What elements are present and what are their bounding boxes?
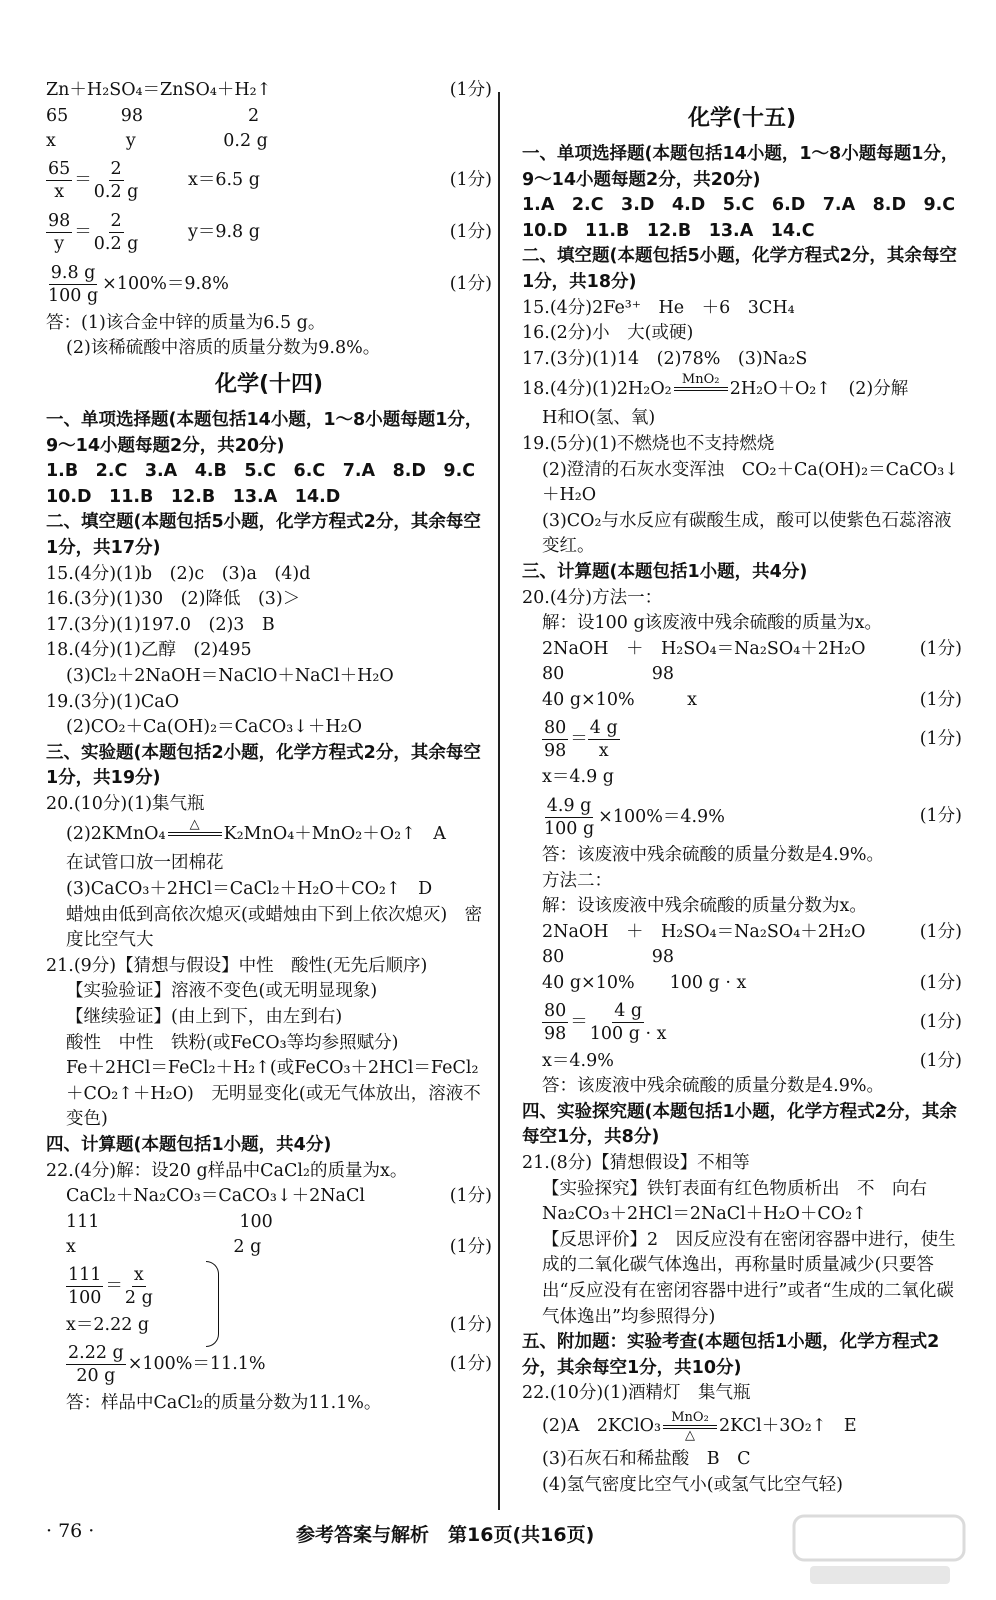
fraction: $\frac{4.9 g}{100 g}$ [544, 795, 595, 839]
answer-line: 22.(10分)(1)酒精灯 集气瓶 [522, 1383, 751, 1404]
mass-line: 80 98 [542, 947, 675, 968]
answer-line: (3)CO₂与水反应有碳酸生成，酸可以使紫色石蕊溶液变红。 [542, 510, 952, 557]
fraction: $\frac{111}{100}$ [68, 1265, 102, 1309]
section-heading: 一、单项选择题(本题包括14小题，1～8小题每题1分，9～14小题每题2分，共20分) [522, 144, 959, 190]
answer-line: 酸性 中性 铁粉(或FeCO₃等均参照赋分) [66, 1032, 399, 1053]
answer-line: 答：(1)该合金中锌的质量为6.5 g。 [46, 312, 326, 333]
left-column [46, 78, 492, 1416]
footer-text: 参考答案与解析 第16页(共16页) [296, 1524, 595, 1546]
answer-line: 15.(4分)(1)b (2)c (3)a (4)d [46, 563, 311, 584]
fraction-line-1: $\frac{65}{x}$ ＝ $\frac{2}{0.2 g}$ x＝6.5 g (1分) [48, 159, 492, 203]
fraction: $\frac{2}{0.2 g}$ [93, 211, 139, 255]
answers-row: 10.D 11.B 12.B 13.A 14.D [46, 486, 341, 507]
answer-line: 【继续验证】(由上到下，由左到右) [66, 1007, 343, 1028]
answer-line: 【实验验证】溶液不变色(或无明显现象) [66, 981, 378, 1002]
answer-line: 22.(4分)解：设20 g样品中CaCl₂的质量为x。 [46, 1160, 408, 1181]
answer-line: x＝4.9% (1分) [542, 1050, 962, 1071]
equation-line: Zn＋H₂SO₄＝ZnSO₄＋H₂↑ (1分) [46, 80, 492, 100]
equation-line: CaCl₂＋Na₂CO₃＝CaCO₃↓＋2NaCl (1分) [66, 1186, 492, 1207]
fraction: $\frac{65}{x}$ [48, 159, 71, 203]
fraction: $\frac{2.22 g}{20 g}$ [68, 1343, 124, 1387]
answer-line: 解：设100 g该废液中残余硫酸的质量为x。 [542, 613, 883, 634]
reaction-condition: △ [168, 818, 222, 850]
answer-line: 15.(4分)2Fe³⁺ He ＋6 3CH₄ [522, 297, 795, 318]
answer-line: 【实验探究】铁钉表面有红色物质析出 不 向右 Na₂CO₃＋2HCl＝2NaCl＋H₂O＋CO₂↑ [542, 1178, 945, 1225]
fraction-line-4: $\frac{111}{100}$ ＝ $\frac{x}{2 g}$ [68, 1265, 153, 1309]
answer-line: 答：该废液中残余硫酸的质量分数是4.9%。 [542, 1076, 884, 1097]
mass-line: 65 98 2 [46, 105, 260, 126]
equation-line: (2)A 2KClO₃ MnO₂ △ 2KCl＋3O₂↑ E [542, 1409, 857, 1443]
answer-line: 20.(10分)(1)集气瓶 [46, 793, 205, 814]
answer-line: (3)CaCO₃＋2HCl＝CaCl₂＋H₂O＋CO₂↑ D [66, 879, 433, 900]
answer-line: 17.(3分)(1)14 (2)78% (3)Na₂S [522, 348, 808, 369]
var-line: 40 g×10% 100 g · x (1分) [542, 973, 962, 994]
fraction: $\frac{2}{0.2 g}$ [93, 159, 139, 203]
section-heading: 四、计算题(本题包括1小题，共4分) [46, 1135, 332, 1155]
answer-line: 16.(3分)(1)30 (2)降低 (3)＞ [46, 589, 301, 610]
section-heading: 五、附加题：实验考查(本题包括1小题，化学方程式2分，其余每空1分，共10分) [522, 1332, 940, 1378]
answer-line: 18.(4分)(1)乙醇 (2)495 [46, 640, 252, 661]
answer-line: 21.(9分)【猜想与假设】中性 酸性(无先后顺序) [46, 955, 428, 976]
answer-line: 19.(3分)(1)CaO [46, 691, 180, 712]
var-line: x 2 g (1分) [66, 1237, 492, 1258]
answer-line: 解：设该废液中残余硫酸的质量分数为x。 [542, 896, 867, 917]
answers-row: 1.A 2.C 3.D 4.D 5.C 6.D 7.A 8.D 9.C [522, 195, 956, 216]
mass-line: 111 100 [66, 1211, 273, 1232]
watermark-logo [790, 1510, 970, 1590]
answer-line: 19.(5分)(1)不燃烧也不支持燃烧 [522, 433, 775, 454]
section-heading: 一、单项选择题(本题包括14小题，1～8小题每题1分，9～14小题每题2分，共20分) [46, 409, 483, 456]
answer-line: (2)澄清的石灰水变浑浊 CO₂＋Ca(OH)₂＝CaCO₃↓＋H₂O [542, 459, 959, 506]
equation-line: 2NaOH ＋ H₂SO₄＝Na₂SO₄＋2H₂O (1分) [542, 638, 962, 659]
answer-line: 17.(3分)(1)197.0 (2)3 B [46, 614, 275, 635]
fraction: $\frac{80}{98}$ [544, 1001, 567, 1045]
answers-row: 1.B 2.C 3.A 4.B 5.C 6.C 7.A 8.D 9.C [46, 461, 476, 482]
answer-line: 在试管口放一团棉花 [66, 853, 224, 874]
fraction-line-5: $\frac{2.22 g}{20 g}$ ×100%＝11.1% (1分) [68, 1343, 492, 1387]
section-heading: 四、实验探究题(本题包括1小题，化学方程式2分，其余每空1分，共8分) [522, 1101, 957, 1148]
fraction: $\frac{4 g}{x}$ [589, 717, 618, 761]
mass-line: 80 98 [542, 664, 675, 685]
section-heading: 二、填空题(本题包括5小题，化学方程式2分，其余每空1分，共17分) [46, 512, 481, 558]
answer-line: (2)该稀硫酸中溶质的质量分数为9.8%。 [66, 338, 381, 359]
fraction: $\frac{x}{2 g}$ [124, 1265, 153, 1309]
answer-line: H和O(氢、氧) [542, 408, 656, 429]
fraction: $\frac{4 g}{100 g \cdot x}$ [589, 1001, 667, 1045]
equation-line: (2)2KMnO₄ △ K₂MnO₄＋MnO₂＋O₂↑ A [46, 817, 492, 851]
equation-line: 18.(4分)(1)2H₂O₂ MnO₂ 2H₂O＋O₂↑ (2)分解 [522, 372, 962, 406]
fraction: $\frac{80}{98}$ [544, 717, 567, 761]
page-number: · 76 · [46, 1520, 95, 1542]
answer-line: 答：样品中CaCl₂的质量分数为11.1%。 [66, 1392, 382, 1413]
fraction-line-6: $\frac{80}{98}$ ＝ $\frac{4 g}{x}$ (1分) [544, 717, 962, 761]
fraction-line-7: $\frac{4.9 g}{100 g}$ ×100%＝4.9% (1分) [544, 795, 962, 839]
fraction: $\frac{9.8 g}{100 g}$ [48, 263, 99, 307]
answer-line: (3)石灰石和稀盐酸 B C [542, 1448, 751, 1469]
answers-row: 10.D 11.B 12.B 13.A 14.C [522, 220, 815, 241]
reaction-condition: MnO₂ [674, 373, 728, 405]
answer-line: x＝2.22 g (1分) [66, 1314, 492, 1335]
column-divider [498, 92, 500, 1510]
answer-line: 方法二： [542, 870, 612, 891]
answer-line: (3)Cl₂＋2NaOH＝NaClO＋NaCl＋H₂O [66, 665, 394, 686]
section-title: 化学(十五) [687, 106, 797, 131]
answer-line: 【反思评价】2 因反应没有在密闭容器中进行，使生成的二氧化碳气体逸出，再称量时质量减少(只要答出“反应没有在密闭容器中进行”或者“生成的二氧化碳气体逸出”均参照得分) [542, 1229, 956, 1327]
brace-symbol [206, 1261, 219, 1347]
section-heading: 三、实验题(本题包括2小题，化学方程式2分，其余每空1分，共19分) [46, 742, 481, 789]
var-line: 40 g×10% x (1分) [542, 689, 962, 710]
answer-line: 16.(2分)小 大(或硬) [522, 323, 694, 344]
answer-line: x＝4.9 g [542, 767, 614, 788]
answer-line: 蜡烛由低到高依次熄灭(或蜡烛由下到上依次熄灭) 密度比空气大 [66, 904, 483, 951]
fraction: $\frac{98}{y}$ [48, 211, 71, 255]
fraction-line-8: $\frac{80}{98}$ ＝ $\frac{4 g}{100 g \cdot x}$ (1分) [544, 1001, 962, 1045]
right-column [522, 96, 962, 1498]
section-heading: 三、计算题(本题包括1小题，共4分) [522, 561, 808, 582]
answer-line: Fe＋2HCl＝FeCl₂＋H₂↑(或FeCO₃＋2HCl＝FeCl₂＋CO₂↑＋H₂O) 无明显变化(或无气体放出，溶液不变色) [66, 1058, 481, 1130]
equation-line: 2NaOH ＋ H₂SO₄＝Na₂SO₄＋2H₂O (1分) [542, 921, 962, 942]
answer-line: 21.(8分)【猜想假设】不相等 [522, 1153, 750, 1173]
answer-line: 20.(4分)方法一： [522, 587, 663, 608]
reaction-condition: MnO₂ △ [663, 1411, 717, 1443]
fraction-line-2: $\frac{98}{y}$ ＝ $\frac{2}{0.2 g}$ y＝9.8 g (1分) [48, 211, 492, 255]
answer-line: (2)CO₂＋Ca(OH)₂＝CaCO₃↓＋H₂O [66, 717, 363, 738]
var-line: x y 0.2 g [46, 131, 268, 152]
section-heading: 二、填空题(本题包括5小题，化学方程式2分，其余每空1分，共18分) [522, 246, 957, 292]
answer-line: 答：该废液中残余硫酸的质量分数是4.9%。 [542, 845, 884, 866]
answer-line: (4)氢气密度比空气小(或氢气比空气轻) [542, 1474, 843, 1495]
fraction-line-3: $\frac{9.8 g}{100 g}$ ×100%＝9.8% (1分) [48, 263, 492, 307]
section-title: 化学(十四) [214, 371, 324, 397]
